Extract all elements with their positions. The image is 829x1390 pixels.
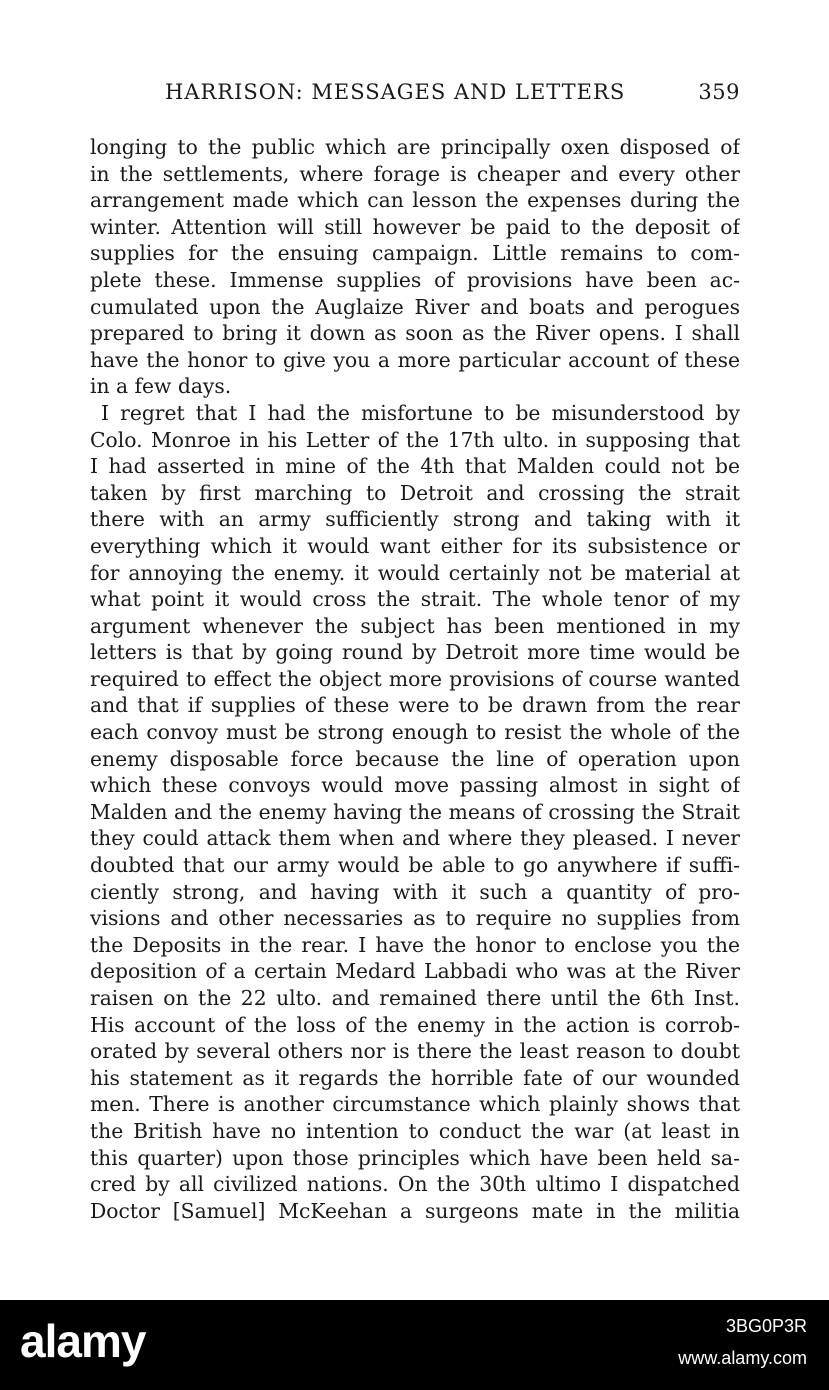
text-line: argument whenever the subject has been mentioned in my: [90, 613, 740, 638]
text-line: what point it would cross the strait. The whole tenor of my: [90, 587, 740, 612]
text-line: there with an army sufficiently strong and taking with it: [90, 507, 740, 532]
text-line: for annoying the enemy. it would certainly not be material at: [90, 560, 740, 585]
alamy-logo: alamy: [20, 1315, 146, 1367]
text-line: longing to the public which are principally oxen disposed of: [90, 135, 740, 159]
text-line: Malden and the enemy having the means of crossing the Strait: [90, 799, 740, 824]
text-line: and that if supplies of these were to be drawn from the rear: [90, 693, 740, 718]
text-line: ciently strong, and having with it such a quantity of pro-: [90, 879, 740, 904]
text-line: deposition of a certain Medard Labbadi who was at the River: [90, 959, 740, 984]
running-title: HARRISON: MESSAGES AND LETTERS: [165, 80, 626, 104]
text-line: which these convoys would move passing almost in sight of: [90, 773, 740, 798]
site-url: www.alamy.com: [678, 1348, 807, 1368]
text-line: Doctor [Samuel] McKeehan a surgeons mate in the militia: [90, 1198, 740, 1223]
text-line: supplies for the ensuing campaign. Little remains to com-: [90, 241, 740, 266]
text-line: cred by all civilized nations. On the 30th ultimo I dispatched: [90, 1172, 740, 1197]
page-number: 359: [698, 80, 740, 104]
text-line: plete these. Immense supplies of provisions have been ac-: [90, 267, 740, 292]
paragraph-first-line: I regret that I had the misfortune to be misunderstood by: [101, 400, 740, 425]
text-line: in a few days.: [90, 374, 232, 399]
watermark-bar: [0, 1300, 829, 1390]
text-line: taken by first marching to Detroit and crossing the strait: [90, 480, 740, 505]
text-line: raisen on the 22 ulto. and remained there until the 6th Inst.: [90, 986, 740, 1010]
text-line: prepared to bring it down as soon as the River opens. I shall: [90, 321, 740, 346]
text-line: everything which it would want either for its subsistence or: [90, 533, 740, 558]
image-id: 3BG0P3R: [725, 1316, 807, 1336]
text-line: His account of the loss of the enemy in the action is corrob-: [90, 1012, 740, 1037]
text-line: doubted that our army would be able to go anywhere if suffi-: [90, 853, 740, 878]
text-line: each convoy must be strong enough to resist the whole of the: [90, 720, 740, 745]
text-line: in the settlements, where forage is cheaper and every other: [90, 161, 740, 186]
text-line: I had asserted in mine of the 4th that Malden could not be: [90, 454, 740, 479]
text-line: men. There is another circumstance which plainly shows that: [90, 1092, 740, 1117]
text-line: enemy disposable force because the line of operation upon: [90, 746, 740, 771]
text-line: the British have no intention to conduct the war (at least in: [90, 1118, 740, 1143]
text-line: letters is that by going round by Detroit more time would be: [90, 640, 740, 665]
text-line: his statement as it regards the horrible fate of our wounded: [90, 1065, 740, 1090]
body-text: [90, 134, 740, 1224]
text-line: cumulated upon the Auglaize River and boats and perogues: [90, 294, 740, 319]
text-line: orated by several others nor is there the least reason to doubt: [90, 1039, 740, 1064]
text-line: visions and other necessaries as to require no supplies from: [90, 906, 740, 931]
text-line: required to effect the object more provisions of course wanted: [90, 666, 740, 691]
text-line: the Deposits in the rear. I have the honor to enclose you the: [90, 932, 740, 957]
text-line: have the honor to give you a more particular account of these: [90, 347, 740, 372]
running-head: [90, 80, 740, 108]
text-line: they could attack them when and where they pleased. I never: [90, 826, 740, 851]
text-line: winter. Attention will still however be paid to the deposit of: [90, 214, 740, 239]
text-line: this quarter) upon those principles which have been held sa-: [90, 1145, 740, 1170]
text-line: arrangement made which can lesson the expenses during the: [90, 188, 740, 213]
text-line: Colo. Monroe in his Letter of the 17th ulto. in supposing that: [90, 427, 740, 452]
